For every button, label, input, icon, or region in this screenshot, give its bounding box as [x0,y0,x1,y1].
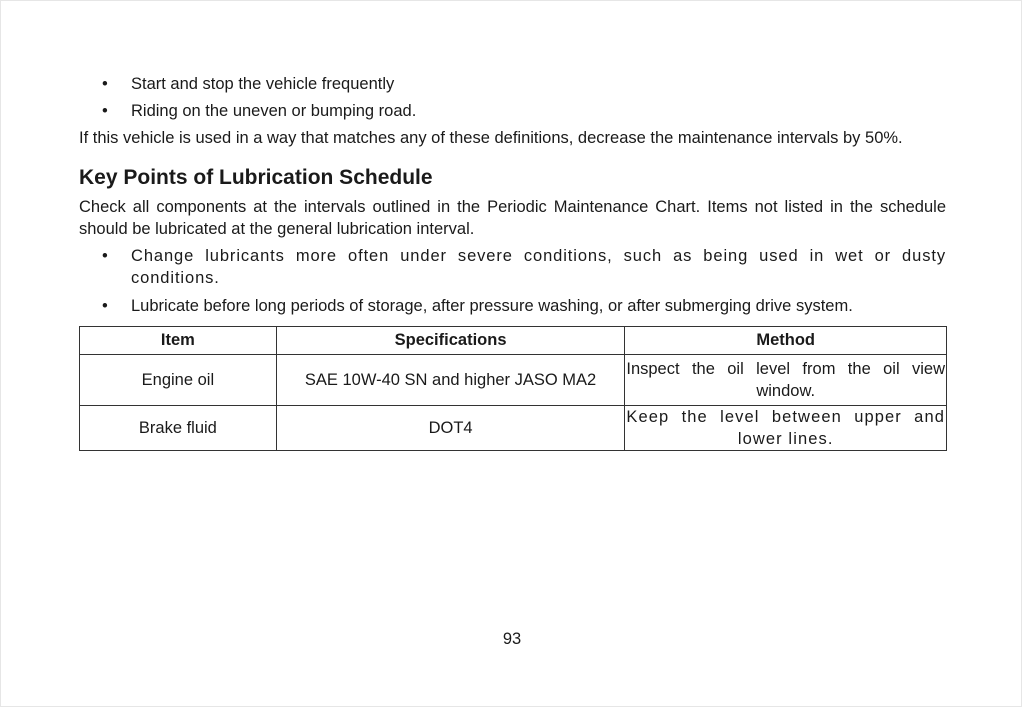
bullet-item [79,245,946,289]
item-cell: Brake fluid [80,406,277,451]
lubrication-table [79,326,947,451]
method-cell [625,406,947,451]
bullet-marker: • [102,75,108,93]
section-intro: Check all components at the intervals outlined in the Periodic Maintenance Chart. Items not listed in the schedule should be lubricated at the general lubrication interval. [79,198,946,238]
bullet-item [79,295,946,317]
spec-cell: DOT4 [276,406,625,451]
bullet-text: Riding on the uneven or bumping road. [131,102,417,120]
table-row [80,355,947,406]
bullet-item [79,73,946,95]
item-cell: Engine oil [80,355,277,406]
column-header-item: Item [80,327,277,355]
bullet-marker: • [102,247,108,265]
method-text: Inspect the oil level from the oil view window. [626,360,945,400]
column-header-specifications: Specifications [276,327,625,355]
page-number: 93 [502,630,522,648]
method-cell [625,355,947,406]
section-heading: Key Points of Lubrication Schedule [79,166,433,189]
page-content [79,73,946,451]
table-row [80,406,947,451]
column-header-method: Method [625,327,947,355]
severe-conditions-note: If this vehicle is used in a way that matches any of these definitions, decrease the maintenance intervals by 50%. [79,129,903,147]
bullet-marker: • [102,297,108,315]
bullet-item [79,100,946,122]
bullet-text: Lubricate before long periods of storage, after pressure washing, or after submerging drive system. [131,297,853,315]
table-header-row [80,327,947,355]
bullet-text: Start and stop the vehicle frequently [131,75,395,93]
method-text: Keep the level between upper and lower lines. [626,408,945,448]
bullet-marker: • [102,102,108,120]
bullet-text: Change lubricants more often under severe conditions, such as being used in wet or dusty conditions. [131,247,946,287]
spec-cell: SAE 10W-40 SN and higher JASO MA2 [276,355,625,406]
